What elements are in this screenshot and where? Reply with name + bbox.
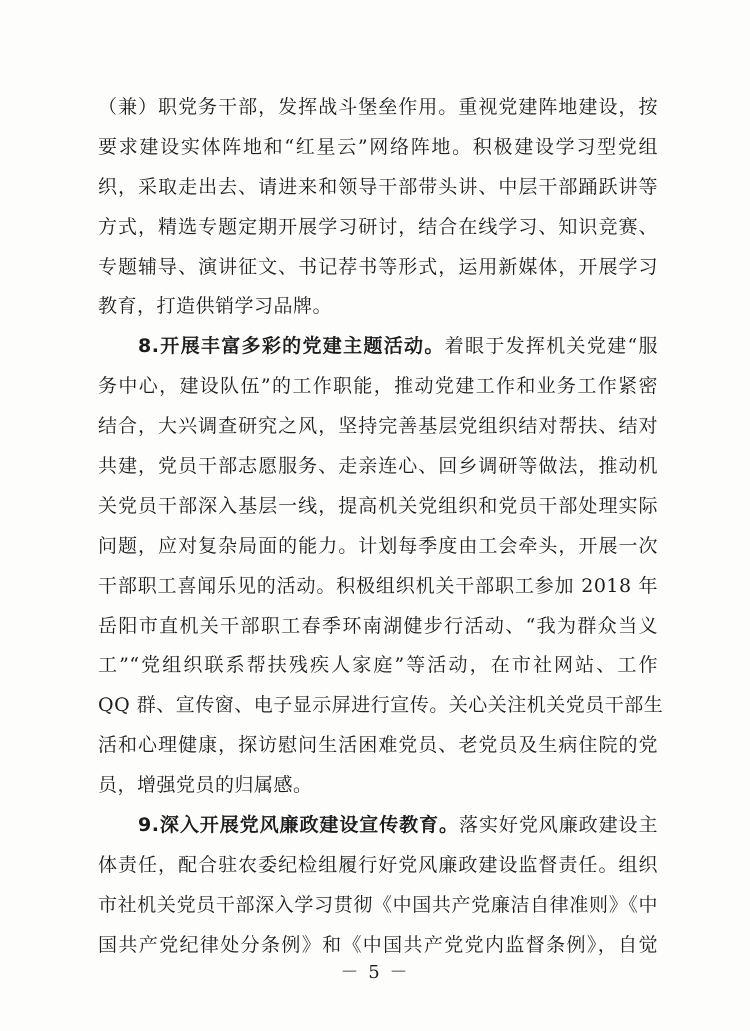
paragraph-line: 关党员干部深入基层一线，提高机关党组织和党员干部处理实际 [98,494,658,517]
paragraph-line: 岳阳市直机关干部职工春季环南湖健步行活动、“我为群众当义 [98,614,658,637]
paragraph-line: 务中心，建设队伍”的工作职能，推动党建工作和业务工作紧密 [98,375,658,398]
paragraph-line: 干部职工喜闻乐见的活动。积极组织机关干部职工参加 2018 年 [98,574,658,597]
paragraph-line: 国共产党纪律处分条例》和《中国共产党党内监督条例》，自觉 [98,933,658,956]
paragraph-line: 共建，党员干部志愿服务、走亲连心、回乡调研等做法，推动机 [98,455,658,478]
paragraph-line: QQ 群、宣传窗、电子显示屏进行宣传。关心关注机关党员干部生 [98,694,664,717]
section-9-first-line [98,806,658,846]
section-9-heading: 9.深入开展党风廉政建设宣传教育。 [138,814,459,837]
paragraph-line: 要求建设实体阵地和“红星云”网络阵地。积极建设学习型党组 [98,135,658,158]
paragraph-line: 市社机关党员干部深入学习贯彻《中国共产党廉洁自律准则》《中 [98,893,658,916]
section-8-first-line [98,327,658,367]
paragraph-line: 教育，打造供销学习品牌。 [98,295,333,318]
paragraph-line: 结合，大兴调查研究之风，坚持完善基层党组织结对帮扶、结对 [98,415,658,438]
page-number: － 5 － [340,962,410,983]
paragraph-line: 体责任，配合驻农委纪检组履行好党风廉政建设监督责任。组织 [98,853,658,876]
section-8-first-line-text: 着眼于发挥机关党建“服 [444,335,658,358]
body-text [98,88,664,966]
paragraph-line: （兼）职党务干部，发挥战斗堡垒作用。重视党建阵地建设，按 [98,96,658,118]
paragraph-line: 活和心理健康，探访慰问生活困难党员、老党员及生病住院的党 [98,734,658,757]
paragraph-line: 员，增强党员的归属感。 [98,774,313,797]
section-9-first-line-text: 落实好党风廉政建设主 [459,814,658,837]
paragraph-line: 织，采取走出去、请进来和领导干部带头讲、中层干部踊跃讲等 [98,175,658,198]
paragraph-line: 工”“党组织联系帮扶残疾人家庭”等活动，在市社网站、工作 [98,654,658,677]
section-8-heading: 8.开展丰富多彩的党建主题活动。 [138,335,445,358]
paragraph-line: 专题辅导、演讲征文、书记荐书等形式，运用新媒体，开展学习 [98,255,658,278]
paragraph-line: 问题，应对复杂局面的能力。计划每季度由工会牵头，开展一次 [98,534,658,557]
paragraph-line: 方式，精选专题定期开展学习研讨，结合在线学习、知识竞赛、 [98,215,658,238]
